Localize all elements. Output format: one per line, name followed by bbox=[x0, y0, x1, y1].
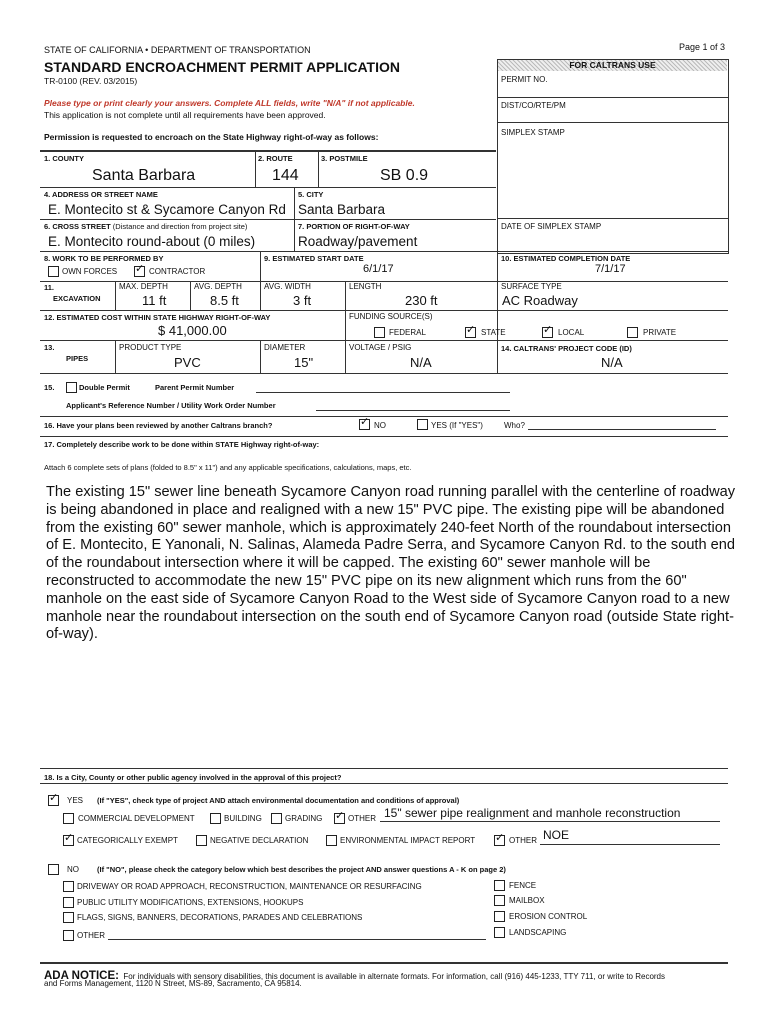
portion-value[interactable]: Roadway/pavement bbox=[298, 234, 418, 249]
contractor-checkbox[interactable] bbox=[134, 263, 145, 277]
eir-label: ENVIRONMENTAL IMPACT REPORT bbox=[340, 836, 476, 845]
portion-label: 7. PORTION OF RIGHT-OF-WAY bbox=[298, 222, 410, 231]
double-permit-label: Double Permit bbox=[79, 383, 130, 392]
simplex-date-label: DATE OF SIMPLEX STAMP bbox=[501, 222, 602, 231]
attach-note: Attach 6 complete sets of plans (folded to 8.5" x 11") and any applicable specifications, calculations, maps, etc. bbox=[44, 463, 412, 472]
grading-label: GRADING bbox=[285, 814, 323, 823]
q18-yes-check-icon: ✓ bbox=[49, 792, 59, 804]
q18-no-label: NO bbox=[67, 865, 79, 874]
state-check-icon: ✓ bbox=[466, 324, 476, 336]
simplex-stamp-label: SIMPLEX STAMP bbox=[501, 128, 565, 137]
postmile-value[interactable]: SB 0.9 bbox=[380, 167, 429, 184]
contractor-check-icon: ✓ bbox=[135, 263, 145, 275]
surface-type-value[interactable]: AC Roadway bbox=[502, 293, 578, 308]
voltage-label: VOLTAGE / PSIG bbox=[349, 343, 412, 352]
start-date-label: 9. ESTIMATED START DATE bbox=[264, 254, 364, 263]
eir-checkbox[interactable] bbox=[326, 835, 337, 846]
own-forces-label: OWN FORCES bbox=[62, 267, 118, 276]
avg-depth-label: AVG. DEPTH bbox=[194, 282, 242, 291]
avg-width-value[interactable]: 3 ft bbox=[293, 293, 312, 308]
county-value[interactable]: Santa Barbara bbox=[92, 167, 196, 184]
city-label: 5. CITY bbox=[298, 190, 324, 199]
ada-notice-title: ADA NOTICE: bbox=[44, 970, 119, 982]
utility-label: PUBLIC UTILITY MODIFICATIONS, EXTENSIONS, HOOKUPS bbox=[77, 898, 304, 907]
excavation-label: EXCAVATION bbox=[53, 294, 101, 303]
landscaping-checkbox[interactable] bbox=[494, 927, 505, 938]
q16-yes-checkbox[interactable] bbox=[417, 419, 428, 430]
address-label: 4. ADDRESS OR STREET NAME bbox=[44, 190, 158, 199]
federal-label: FEDERAL bbox=[389, 328, 426, 337]
permit-no-label: PERMIT NO. bbox=[501, 75, 548, 84]
double-permit-checkbox[interactable] bbox=[66, 382, 77, 393]
caltrans-use-title: FOR CALTRANS USE bbox=[498, 60, 727, 71]
diameter-label: DIAMETER bbox=[264, 343, 306, 352]
dist-label: DIST/CO/RTE/PM bbox=[501, 101, 566, 110]
driveway-label: DRIVEWAY OR ROAD APPROACH, RECONSTRUCTION, MAINTENANCE OR RESURFACING bbox=[77, 882, 422, 891]
start-date-value[interactable]: 6/1/17 bbox=[363, 263, 394, 275]
instructions-note: This application is not complete until all requirements have been approved. bbox=[44, 110, 326, 120]
other-2-checkbox[interactable] bbox=[494, 832, 505, 846]
flags-checkbox[interactable] bbox=[63, 912, 74, 923]
utility-checkbox[interactable] bbox=[63, 897, 74, 908]
avg-width-label: AVG. WIDTH bbox=[264, 282, 311, 291]
other-1-check-icon: ✓ bbox=[335, 810, 345, 822]
ada-notice-address: and Forms Management, 1120 N Street, MS-89, Sacramento, CA 95814. bbox=[44, 979, 302, 988]
form-title: STANDARD ENCROACHMENT PERMIT APPLICATION bbox=[44, 59, 400, 75]
item-15-label: 15. bbox=[44, 383, 55, 392]
fence-checkbox[interactable] bbox=[494, 880, 505, 891]
commercial-checkbox[interactable] bbox=[63, 813, 74, 824]
parent-permit-label: Parent Permit Number bbox=[155, 383, 235, 392]
q16-no-label: NO bbox=[374, 421, 386, 430]
other-1-label: OTHER bbox=[348, 814, 376, 823]
other-1-checkbox[interactable] bbox=[334, 810, 345, 824]
commercial-label: COMMERCIAL DEVELOPMENT bbox=[78, 814, 195, 823]
surface-type-label: SURFACE TYPE bbox=[501, 282, 562, 291]
erosion-checkbox[interactable] bbox=[494, 911, 505, 922]
other-3-field[interactable] bbox=[108, 939, 486, 940]
postmile-label: 3. POSTMILE bbox=[321, 154, 368, 163]
address-value[interactable]: E. Montecito st & Sycamore Canyon Rd bbox=[48, 202, 286, 217]
flags-label: FLAGS, SIGNS, BANNERS, DECORATIONS, PARADES AND CELEBRATIONS bbox=[77, 913, 363, 922]
form-number: TR-0100 (REV. 03/2015) bbox=[44, 76, 138, 86]
local-check-icon: ✓ bbox=[543, 324, 553, 336]
cat-exempt-label: CATEGORICALLY EXEMPT bbox=[77, 836, 178, 845]
pipes-label: PIPES bbox=[66, 354, 89, 363]
other-2-label: OTHER bbox=[509, 836, 537, 845]
page-number: Page 1 of 3 bbox=[678, 42, 725, 52]
landscaping-label: LANDSCAPING bbox=[509, 928, 567, 937]
other-3-checkbox[interactable] bbox=[63, 930, 74, 941]
ada-notice-text: For individuals with sensory disabilities, this document is available in alternate formats. For information, call (916) 445-1233, TTY 711, or write to Records bbox=[123, 972, 666, 981]
q18-yes-checkbox[interactable] bbox=[48, 792, 59, 806]
grading-checkbox[interactable] bbox=[271, 813, 282, 824]
state-label: STATE bbox=[481, 328, 506, 337]
max-depth-value[interactable]: 11 ft bbox=[142, 293, 167, 308]
q18-no-note: (If "NO", please check the category below which best describes the project AND answer questions A - K on page 2) bbox=[97, 865, 506, 874]
agency-name: STATE OF CALIFORNIA • DEPARTMENT OF TRANSPORTATION bbox=[44, 45, 311, 55]
q18-label: 18. Is a City, County or other public agency involved in the approval of this project? bbox=[44, 773, 342, 782]
neg-dec-checkbox[interactable] bbox=[196, 835, 207, 846]
cost-label: 12. ESTIMATED COST WITHIN STATE HIGHWAY RIGHT-OF-WAY bbox=[44, 313, 271, 322]
reference-number-label: Applicant's Reference Number / Utility Work Order Number bbox=[66, 401, 276, 410]
who-field[interactable] bbox=[528, 429, 716, 430]
local-label: LOCAL bbox=[558, 328, 585, 337]
avg-depth-value[interactable]: 8.5 ft bbox=[210, 293, 239, 308]
who-label: Who? bbox=[504, 421, 525, 430]
other-2-value[interactable]: NOE bbox=[543, 828, 570, 842]
driveway-checkbox[interactable] bbox=[63, 881, 74, 892]
permission-statement: Permission is requested to encroach on the State Highway right-of-way as follows: bbox=[44, 132, 379, 142]
other-3-label: OTHER bbox=[77, 931, 105, 940]
q18-no-checkbox[interactable] bbox=[48, 864, 59, 875]
other-2-check-icon: ✓ bbox=[495, 832, 505, 844]
project-code-label: 14. CALTRANS' PROJECT CODE (ID) bbox=[501, 344, 632, 353]
product-type-value[interactable]: PVC bbox=[174, 355, 201, 370]
voltage-value[interactable]: N/A bbox=[410, 355, 432, 370]
other-1-value[interactable]: 15" sewer pipe realignment and manhole reconstruction bbox=[384, 806, 681, 820]
route-value[interactable]: 144 bbox=[272, 167, 299, 184]
state-checkbox[interactable] bbox=[465, 324, 476, 338]
private-checkbox[interactable] bbox=[627, 327, 638, 338]
q17-label: 17. Completely describe work to be done within STATE Highway right-of-way: bbox=[44, 440, 320, 449]
local-checkbox[interactable] bbox=[542, 324, 553, 338]
city-value[interactable]: Santa Barbara bbox=[298, 202, 386, 217]
instructions-red: Please type or print clearly your answers. Complete ALL fields, write "N/A" if not applicable. bbox=[44, 98, 415, 108]
work-performed-label: 8. WORK TO BE PERFORMED BY bbox=[44, 254, 164, 263]
completion-date-value[interactable]: 7/1/17 bbox=[595, 263, 626, 275]
completion-date-label: 10. ESTIMATED COMPLETION DATE bbox=[501, 254, 631, 263]
max-depth-label: MAX. DEPTH bbox=[119, 282, 168, 291]
length-label: LENGTH bbox=[349, 282, 382, 291]
building-checkbox[interactable] bbox=[210, 813, 221, 824]
cross-street-value[interactable]: E. Montecito round-about (0 miles) bbox=[48, 234, 256, 249]
mailbox-checkbox[interactable] bbox=[494, 895, 505, 906]
county-label: 1. COUNTY bbox=[44, 154, 85, 163]
cat-exempt-check-icon: ✓ bbox=[64, 832, 74, 844]
q16-label: 16. Have your plans been reviewed by another Caltrans branch? bbox=[44, 421, 273, 430]
neg-dec-label: NEGATIVE DECLARATION bbox=[210, 836, 309, 845]
item-11-label: 11. bbox=[44, 283, 55, 292]
cost-value[interactable]: $ 41,000.00 bbox=[158, 323, 227, 338]
item-13-label: 13. bbox=[44, 343, 55, 352]
parent-permit-field[interactable] bbox=[256, 392, 510, 393]
fence-label: FENCE bbox=[509, 881, 537, 890]
project-code-value[interactable]: N/A bbox=[601, 355, 623, 370]
funding-label: FUNDING SOURCE(S) bbox=[349, 312, 433, 321]
q18-yes-label: YES bbox=[67, 796, 84, 805]
reference-number-field[interactable] bbox=[316, 410, 510, 411]
q18-yes-note: (If "YES", check type of project AND attach environmental documentation and conditions of approval) bbox=[97, 796, 460, 805]
building-label: BUILDING bbox=[224, 814, 262, 823]
diameter-value[interactable]: 15" bbox=[294, 355, 314, 370]
federal-checkbox[interactable] bbox=[374, 327, 385, 338]
q16-no-checkbox[interactable] bbox=[359, 416, 370, 430]
private-label: PRIVATE bbox=[643, 328, 677, 337]
mailbox-label: MAILBOX bbox=[509, 896, 545, 905]
own-forces-checkbox[interactable] bbox=[48, 266, 59, 277]
length-value[interactable]: 230 ft bbox=[405, 293, 438, 308]
cross-street-label: 6. CROSS STREET (Distance and direction from project site) bbox=[44, 222, 248, 231]
q16-yes-label: YES (If "YES") bbox=[431, 421, 483, 430]
erosion-label: EROSION CONTROL bbox=[509, 912, 588, 921]
product-type-label: PRODUCT TYPE bbox=[119, 343, 182, 352]
contractor-label: CONTRACTOR bbox=[149, 267, 206, 276]
cat-exempt-checkbox[interactable] bbox=[63, 832, 74, 846]
work-description[interactable]: The existing 15" sewer line beneath Sycamore Canyon road running parallel with the centerline of roadway is being abandoned in place and realigned with a new 15" PVC pipe. The existing pipe will be abandoned from the existing 60" sewer manhole, which is approximately 240-feet North of the roundabout intersection of E. Montecito, E Yanonali, N. Salinas, Alameda Padre Serra, and Sycamore Canyon Rd. to the south end of the roundabout intersection where it will be capped. The existing 60" sewer manhole will be reconstructed to accommodate the new 15" PVC pipe on its new alignment which runs from the 60" manhole on the east side of Sycamore Canyon Road to the West side of Sycamore Canyon road to a new manhole near the roundabout intersection on the south end of Sycamore Canyon road (outside State right-of-way). bbox=[46, 484, 736, 643]
q16-no-check-icon: ✓ bbox=[360, 416, 370, 428]
route-label: 2. ROUTE bbox=[258, 154, 293, 163]
